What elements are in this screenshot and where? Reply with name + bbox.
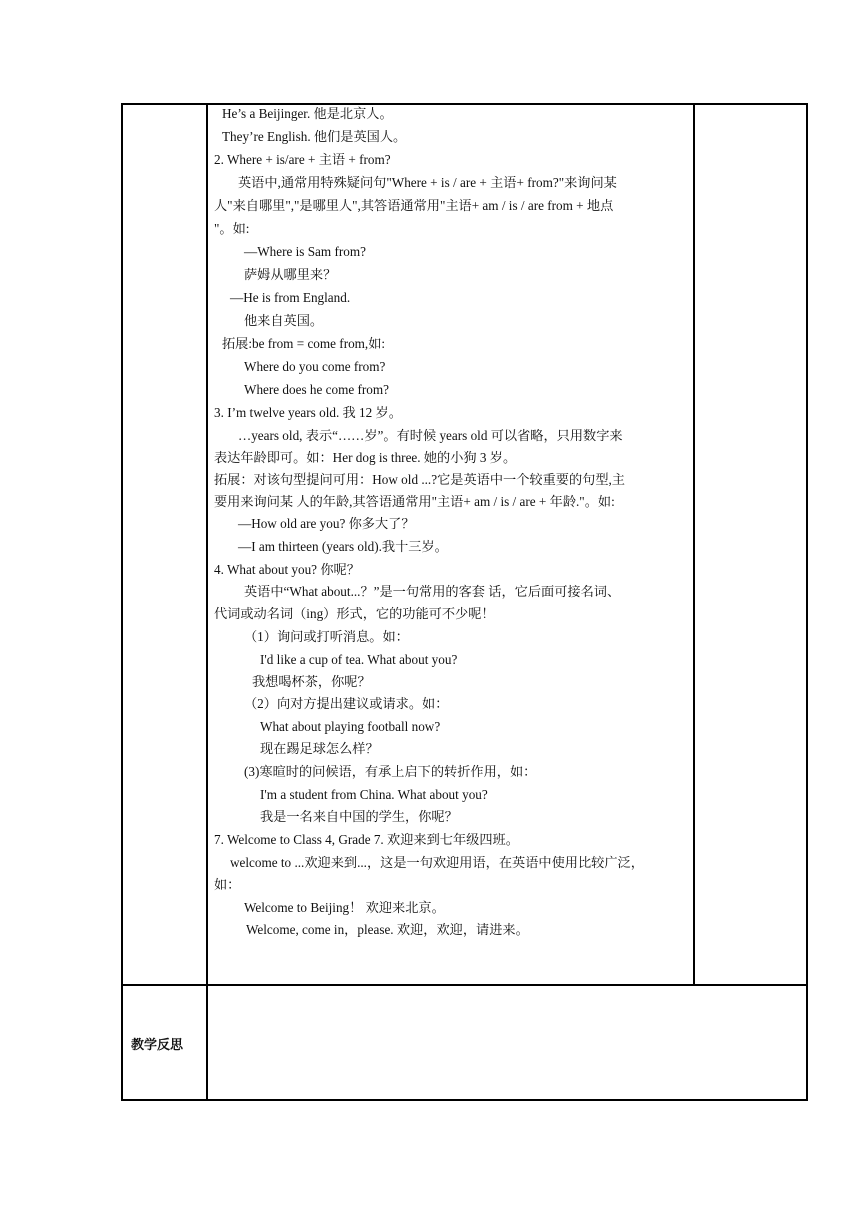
text-line: —He is from England. <box>230 290 351 305</box>
text-line: They’re English. 他们是英国人。 <box>222 129 407 144</box>
text-line: 表达年龄即可。如：Her dog is three. 她的小狗 3 岁。 <box>214 450 517 465</box>
row-divider <box>121 984 808 986</box>
text-line: Where do you come from? <box>244 359 386 374</box>
text-line: I'm a student from China. What about you? <box>260 787 488 802</box>
lesson-table <box>121 103 808 1101</box>
reflection-label: 教学反思 <box>131 1038 184 1053</box>
text-line: 萨姆从哪里来？ <box>244 267 337 282</box>
text-line: 现在踢足球怎么样？ <box>260 741 379 756</box>
text-line: What about playing football now? <box>260 719 441 734</box>
text-line: 4. What about you? 你呢？ <box>214 562 360 577</box>
text-line: 要用来询问某 人的年龄,其答语通常用"主语+ am / is / are + 年龄."。如: <box>214 494 615 509</box>
text-line: —How old are you? 你多大了？ <box>238 516 415 531</box>
text-line: （2）向对方提出建议或请求。如： <box>244 696 449 711</box>
column-divider-1 <box>206 103 208 1101</box>
text-line: "。如: <box>214 221 250 236</box>
text-line: 代词或动名词（ing）形式，它的功能可不少呢！ <box>214 606 495 621</box>
text-line: —Where is Sam from? <box>244 244 366 259</box>
text-line: Where does he come from? <box>244 382 389 397</box>
column-divider-2 <box>693 103 695 985</box>
text-line: 拓展：对该句型提问可用：How old ...?它是英语中一个较重要的句型,主 <box>214 472 625 487</box>
table-bottom-border <box>121 1099 808 1101</box>
text-line: —I am thirteen (years old).我十三岁。 <box>238 539 448 554</box>
text-line: 2. Where + is/are + 主语 + from? <box>214 152 391 167</box>
text-line: 拓展:be from = come from,如: <box>222 336 386 351</box>
text-line: 如： <box>214 877 241 892</box>
text-line: He’s a Beijinger. 他是北京人。 <box>222 106 393 121</box>
text-line: 3. I’m twelve years old. 我 12 岁。 <box>214 405 402 420</box>
text-line: Welcome, come in，please. 欢迎，欢迎，请进来。 <box>246 922 529 937</box>
text-line: I'd like a cup of tea. What about you? <box>260 652 458 667</box>
text-line: 7. Welcome to Class 4, Grade 7. 欢迎来到七年级四班。 <box>214 832 519 847</box>
text-line: （1）询问或打听消息。如： <box>244 629 409 644</box>
table-left-border <box>121 103 123 1101</box>
text-line: 人"来自哪里","是哪里人",其答语通常用"主语+ am / is / are from + 地点 <box>214 198 614 213</box>
text-line: (3)寒暄时的问候语，有承上启下的转折作用，如： <box>244 764 537 779</box>
text-line: 我想喝杯茶，你呢？ <box>252 674 371 689</box>
text-line: welcome to ...欢迎来到...，这是一句欢迎用语，在英语中使用比较广泛， <box>230 855 644 870</box>
text-line: …years old, 表示“……岁”。有时候 years old 可以省略，只用数字来 <box>238 428 623 443</box>
text-line: 英语中,通常用特殊疑问句"Where + is / are + 主语+ from?"来询问某 <box>238 175 617 190</box>
text-line: 我是一名来自中国的学生，你呢？ <box>260 809 458 824</box>
table-right-border <box>806 103 808 1101</box>
text-line: 他来自英国。 <box>244 313 324 328</box>
text-line: Welcome to Beijing！ 欢迎来北京。 <box>244 900 445 915</box>
text-line: 英语中“What about...？”是一句常用的客套 话，它后面可接名词、 <box>244 584 621 599</box>
